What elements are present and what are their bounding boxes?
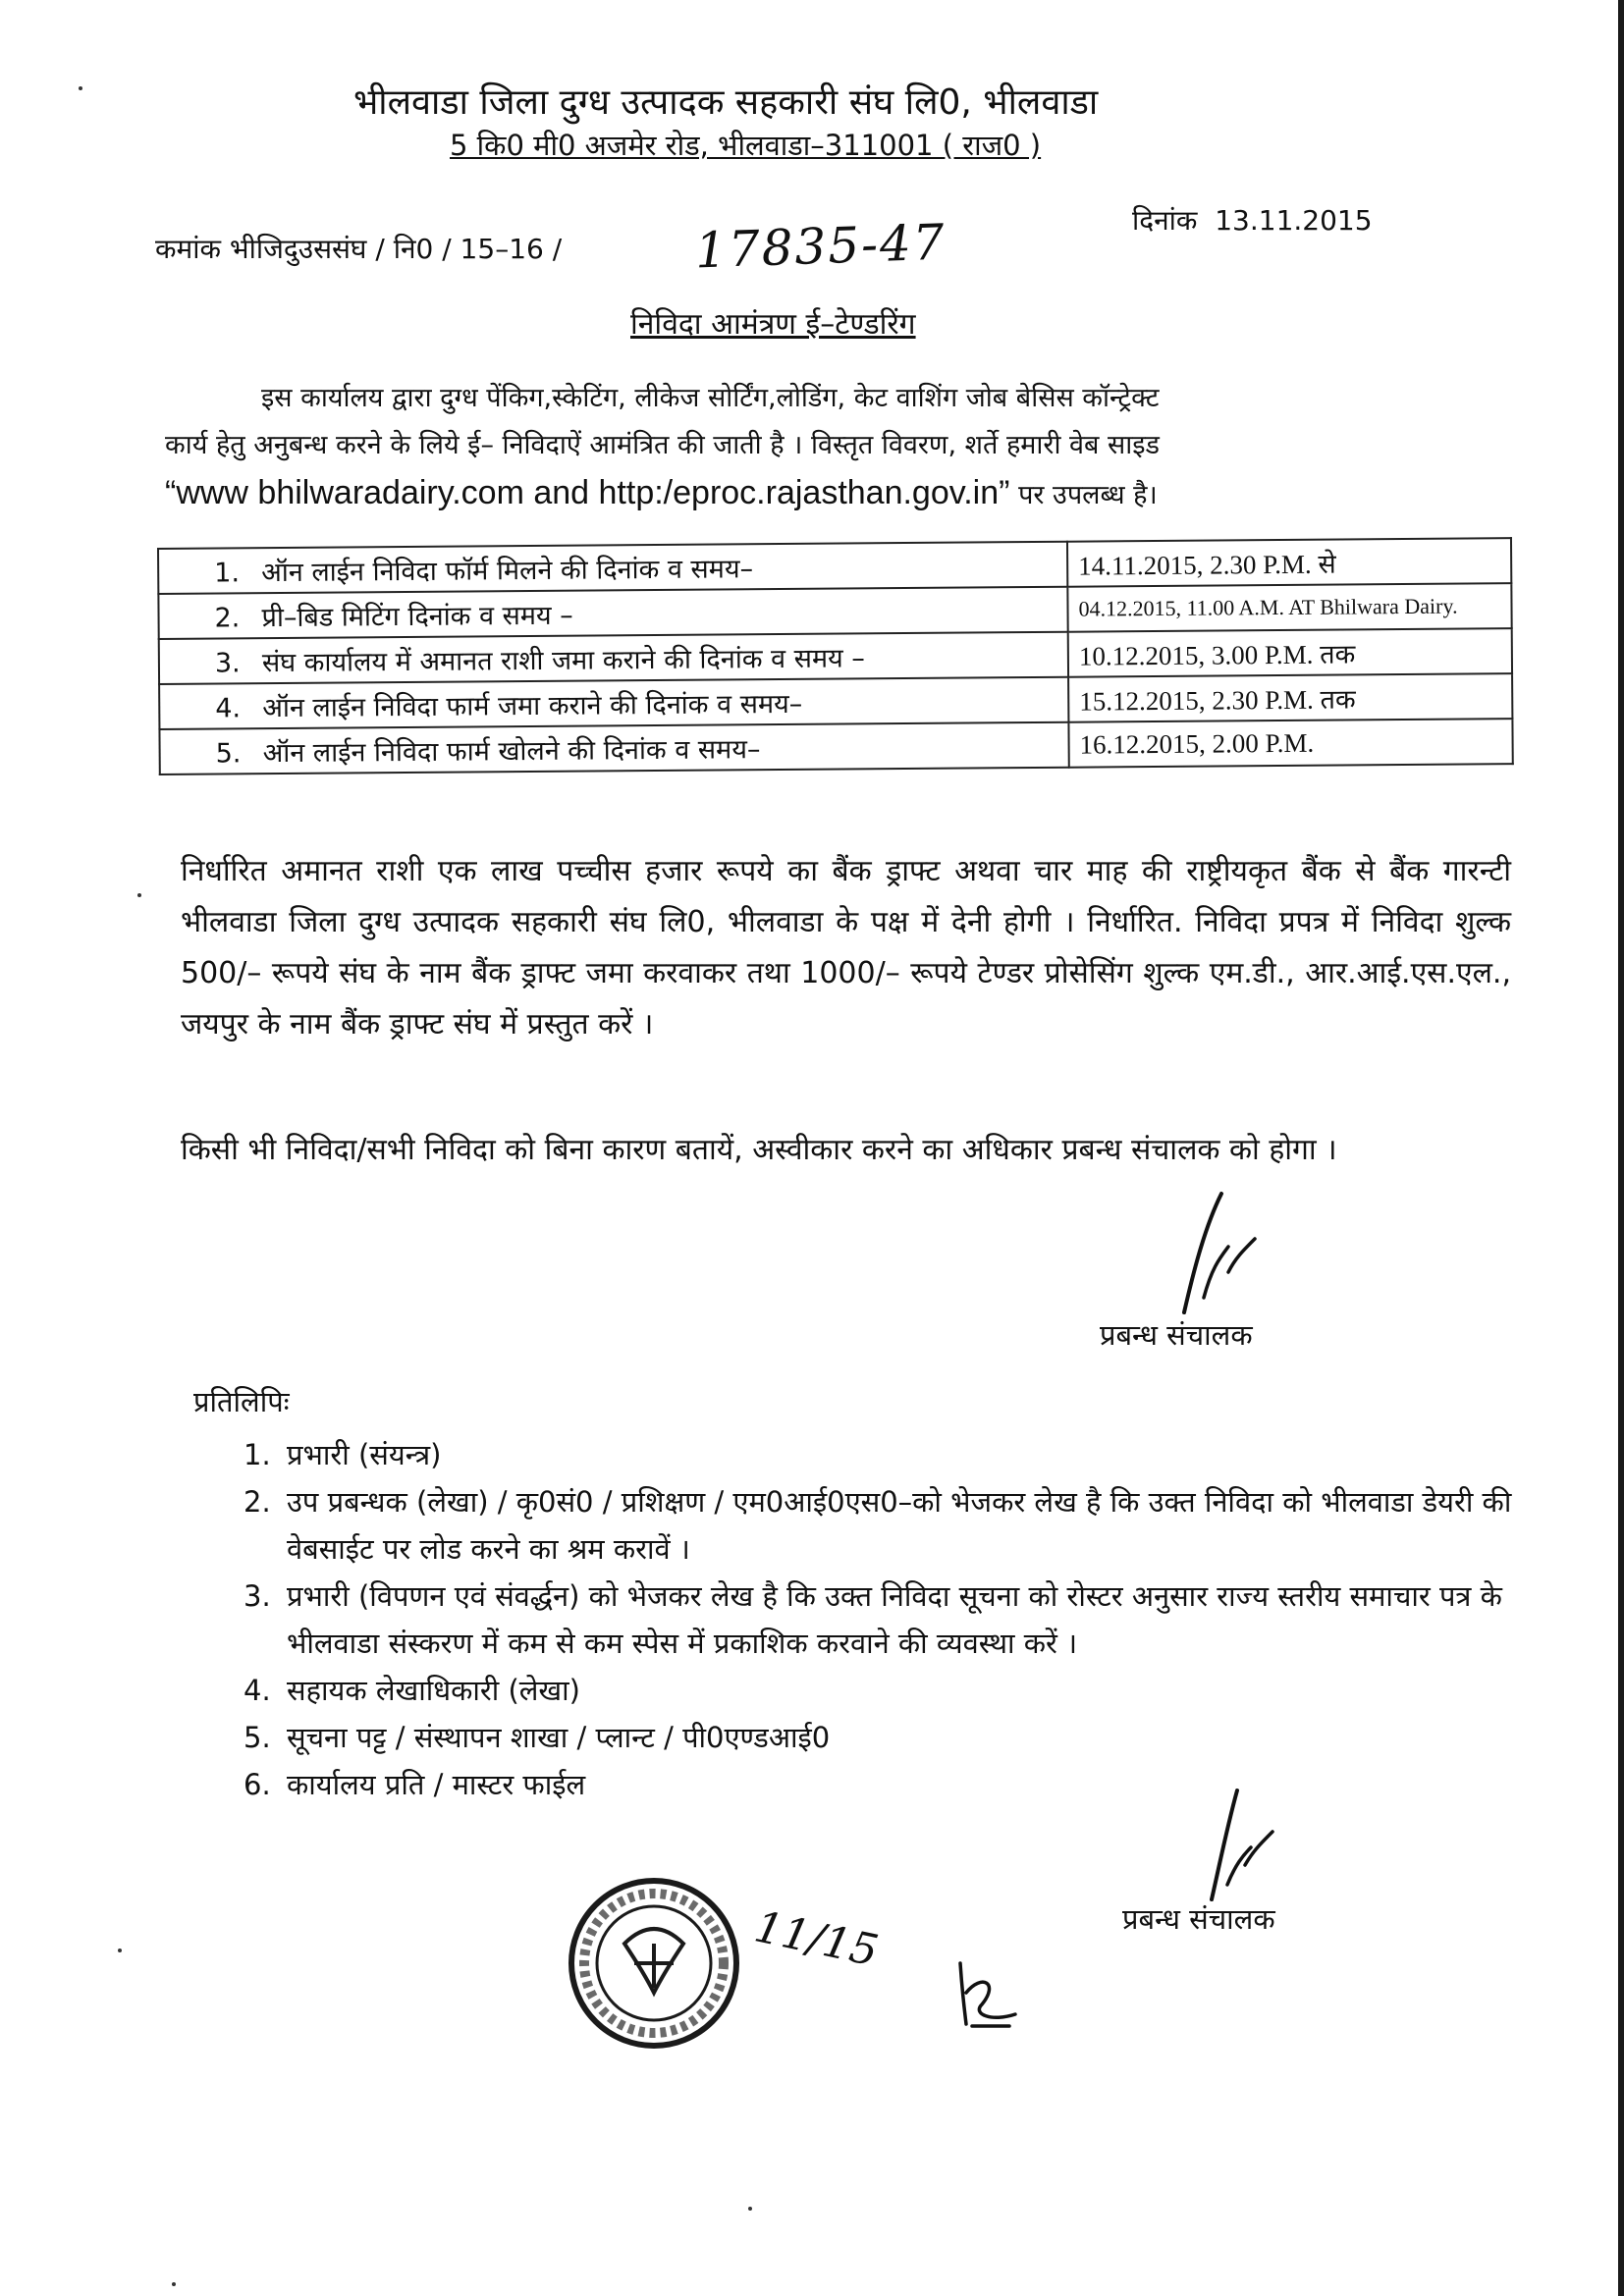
signature-mark: [1200, 1787, 1278, 1908]
row-number: 3.: [214, 647, 241, 679]
scan-speck: [137, 893, 141, 897]
document-title: निविदा आमंत्रण ई–टेण्डरिंग: [630, 307, 916, 342]
schedule-label: ऑन लाईन निविदा फॉर्म मिलने की दिनांक व समय–: [261, 553, 754, 588]
reference-number-label: कमांक भीजिदुउससंघ / नि0 / 15–16 /: [155, 233, 563, 265]
schedule-label-cell: [159, 632, 1068, 684]
list-item-text: प्रभारी (संयन्त्र): [287, 1438, 442, 1471]
schedule-label-cell: [159, 722, 1068, 774]
schedule-value: 15.12.2015, 2.30 P.M. तक: [1068, 673, 1512, 722]
intro-line-3: [165, 469, 1495, 519]
list-item-number: 5.: [244, 1721, 271, 1754]
schedule-label-cell: [159, 677, 1068, 729]
intro-line-3-suffix: पर उपलब्ध है।: [1018, 480, 1158, 510]
list-item: [244, 1714, 1530, 1761]
stamp-handwritten-date: 11/15: [750, 1901, 883, 1977]
table-row: [159, 719, 1512, 774]
intro-line-2: कार्य हेतु अनुबन्ध करने के लिये ई– निविदाऐं आमंत्रित की जाती है । विस्तृत विवरण, शर्ते हमारी वेब साइड: [165, 430, 1160, 460]
schedule-label-cell: [158, 542, 1067, 594]
schedule-value: 04.12.2015, 11.00 A.M. AT Bhilwara Dairy.: [1067, 583, 1511, 632]
schedule-value: 10.12.2015, 3.00 P.M. तक: [1068, 628, 1512, 677]
list-item-number: 1.: [244, 1438, 271, 1471]
row-number: 1.: [214, 557, 241, 589]
intro-paragraph: [165, 375, 1495, 519]
date-value: 13.11.2015: [1215, 204, 1373, 237]
list-item: [244, 1478, 1530, 1573]
schedule-value: 16.12.2015, 2.00 P.M.: [1068, 719, 1512, 768]
list-item-text: उप प्रबन्धक (लेखा) / कृ0सं0 / प्रशिक्षण / एम0आई0एस0–को भेजकर लेख है कि उक्त निविदा को भीलवाडा डेयरी की वेबसाईट पर लोड करने का श्रम करावें ।: [287, 1485, 1512, 1566]
scan-speck: [118, 1949, 122, 1952]
row-number: 2.: [214, 602, 241, 634]
scan-speck: [79, 86, 82, 90]
copy-to-heading: प्रतिलिपिः: [193, 1385, 290, 1418]
list-item-number: 6.: [244, 1768, 271, 1801]
list-item-text: कार्यालय प्रति / मास्टर फाईल: [287, 1768, 586, 1801]
schedule-value: 14.11.2015, 2.30 P.M. से: [1067, 538, 1511, 587]
row-number: 5.: [215, 737, 242, 770]
row-number: 4.: [215, 692, 242, 724]
tender-schedule-table: [157, 537, 1514, 775]
list-item: [244, 1573, 1530, 1667]
list-item: [244, 1667, 1530, 1714]
list-item-text: सूचना पट्ट / संस्थापन शाखा / प्लान्ट / पी0एण्डआई0: [287, 1721, 831, 1754]
organization-address: 5 कि0 मी0 अजमेर रोड, भीलवाडा–311001 ( राज0 ): [450, 129, 1042, 162]
office-seal-stamp: [566, 1875, 742, 2056]
copy-to-list: [244, 1431, 1530, 1808]
list-item: [244, 1761, 1530, 1808]
initials-mark: [952, 1953, 1021, 2036]
list-item-number: 4.: [244, 1674, 271, 1707]
list-item: [244, 1431, 1530, 1478]
website-urls: “www bhilwaradairy.com and http:/eproc.rajasthan.gov.in”: [165, 474, 1010, 511]
list-item-text: सहायक लेखाधिकारी (लेखा): [287, 1674, 580, 1707]
schedule-label: संघ कार्यालय में अमानत राशी जमा कराने की दिनांक व समय –: [261, 642, 865, 678]
document-date: [1132, 201, 1373, 239]
signature-mark: [1174, 1190, 1263, 1321]
intro-line-1: इस कार्यालय द्वारा दुग्ध पेंकिग,स्केटिंग, लीकेज सोर्टिंग,लोडिंग, केट वाशिंग जोब बेसिस कॉन्ट्रेक्ट: [261, 383, 1160, 413]
list-item-number: 3.: [244, 1579, 271, 1613]
list-item-number: 2.: [244, 1485, 271, 1519]
rights-paragraph: किसी भी निविदा/सभी निविदा को बिना कारण बतायें, अस्वीकार करने का अधिकार प्रबन्ध संचालक को होगा ।: [181, 1133, 1337, 1167]
scan-speck: [172, 2282, 176, 2286]
organization-name: भीलवाडा जिला दुग्ध उत्पादक सहकारी संघ लि0, भीलवाडा: [353, 82, 1099, 123]
deposit-paragraph: निर्धारित अमानत राशी एक लाख पच्चीस हजार रूपये का बैंक ड्राफ्ट अथवा चार माह की राष्ट्रीयकृत बैंक से बैंक गारन्टी भीलवाडा जिला दुग्ध उत्पादक सहकारी संघ लि0, भीलवाडा के पक्ष में देनी होगी । निर्धारित. निविदा प्रपत्र में निविदा शुल्क 500/– रूपये संघ के नाम बैंक ड्राफ्ट जमा करवाकर तथा 1000/– रूपये टेण्डर प्रोसेसिंग शुल्क एम.डी., आर.आई.एस.एल., जयपुर के नाम बैंक ड्राफ्ट संघ में प्रस्तुत करें ।: [181, 854, 1511, 1041]
schedule-label: ऑन लाईन निविदा फार्म खोलने की दिनांक व समय–: [262, 733, 761, 769]
date-label: दिनांक: [1132, 204, 1198, 237]
list-item-text: प्रभारी (विपणन एवं संवर्द्धन) को भेजकर लेख है कि उक्त निविदा सूचना को रोस्टर अनुसार राज्य स्तरीय समाचार पत्र के भीलवाडा संस्करण में कम से कम स्पेस में प्रकाशिक करवाने की व्यवस्था करें ।: [287, 1579, 1502, 1660]
schedule-label: प्री–बिड मिटिंग दिनांक व समय –: [261, 600, 573, 633]
scan-edge: [1618, 0, 1624, 2296]
signatory-title: प्रबन्ध संचालक: [1122, 1902, 1275, 1936]
scan-speck: [748, 2207, 752, 2211]
schedule-label: ऑन लाईन निविदा फार्म जमा कराने की दिनांक व समय–: [262, 688, 803, 723]
reference-number-handwritten: 17835-47: [694, 213, 947, 280]
schedule-label-cell: [158, 587, 1067, 639]
signatory-title: प्रबन्ध संचालक: [1100, 1318, 1253, 1352]
